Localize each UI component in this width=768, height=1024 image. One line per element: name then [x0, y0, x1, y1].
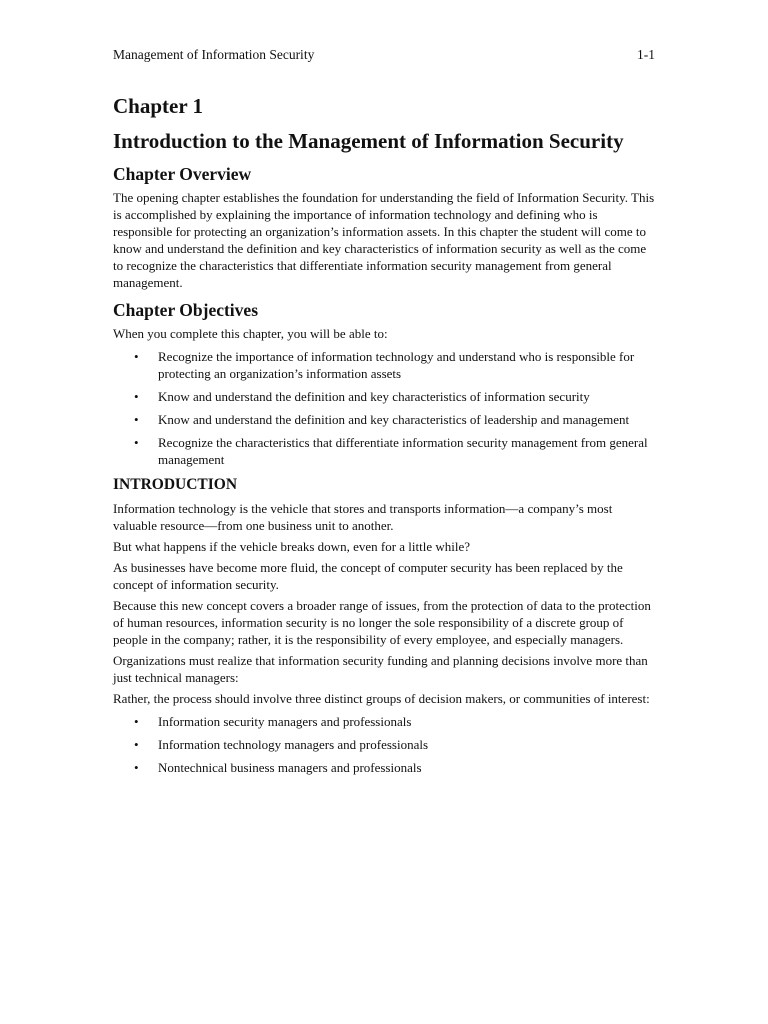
list-item-text: Nontechnical business managers and professionals — [158, 760, 422, 775]
introduction-paragraph: Information technology is the vehicle that stores and transports information—a company’s most valuable resource—from one business unit to another. — [113, 501, 613, 533]
page-number: 1-1 — [637, 47, 655, 62]
chapter-title: Introduction to the Management of Information Security — [113, 129, 624, 153]
bullet-icon: • — [134, 737, 139, 752]
introduction-paragraph: Because this new concept covers a broader range of issues, from the protection of data to the protection of human resources, information security is no longer the sole responsibility of a discrete group of people in the company; rather, it is the responsibility of every employee, and especially managers. — [113, 598, 651, 647]
list-item-text: Information technology managers and professionals — [158, 737, 429, 752]
running-header — [113, 46, 658, 64]
header-title: Management of Information Security — [113, 47, 315, 62]
list-item — [113, 713, 658, 730]
bullet-icon: • — [134, 349, 139, 364]
bullet-icon: • — [134, 760, 139, 775]
bullet-icon: • — [134, 412, 139, 427]
list-item-text: Information security managers and professionals — [158, 714, 412, 729]
introduction-heading: INTRODUCTION — [113, 476, 238, 493]
communities-list — [113, 713, 658, 776]
objectives-heading: Chapter Objectives — [113, 300, 258, 320]
page-content — [113, 92, 658, 782]
list-item — [113, 434, 658, 468]
document-page — [113, 0, 658, 1024]
list-item — [113, 348, 658, 382]
list-item — [113, 736, 658, 753]
objectives-list — [113, 348, 658, 468]
bullet-icon: • — [134, 435, 139, 450]
introduction-paragraph: Organizations must realize that information security funding and planning decisions involve more than just technical managers: — [113, 653, 648, 685]
introduction-paragraph: But what happens if the vehicle breaks down, even for a little while? — [113, 539, 471, 554]
bullet-icon: • — [134, 389, 139, 404]
list-item — [113, 759, 658, 776]
objectives-intro: When you complete this chapter, you will be able to: — [113, 326, 388, 341]
list-item — [113, 388, 658, 405]
list-item — [113, 411, 658, 428]
list-item-text: Recognize the characteristics that differentiate information security management from general management — [158, 435, 648, 467]
overview-paragraph: The opening chapter establishes the foundation for understanding the field of Information Security. This is accomplished by explaining the importance of information technology and defining who is responsible for protecting an organization’s information assets. In this chapter the student will come to know and understand the definition and key characteristics of information security as well as the come to recognize the characteristics that differentiate information security management from general management. — [113, 190, 655, 290]
overview-heading: Chapter Overview — [113, 164, 252, 184]
list-item-text: Know and understand the definition and key characteristics of leadership and management — [158, 412, 630, 427]
chapter-label: Chapter 1 — [113, 94, 204, 118]
list-item-text: Recognize the importance of information technology and understand who is responsible for protecting an organization’s information assets — [158, 349, 635, 381]
bullet-icon: • — [134, 714, 139, 729]
list-item-text: Know and understand the definition and key characteristics of information security — [158, 389, 590, 404]
introduction-paragraph: Rather, the process should involve three distinct groups of decision makers, or communities of interest: — [113, 691, 650, 706]
introduction-paragraph: As businesses have become more fluid, the concept of computer security has been replaced by the concept of information security. — [113, 560, 623, 592]
